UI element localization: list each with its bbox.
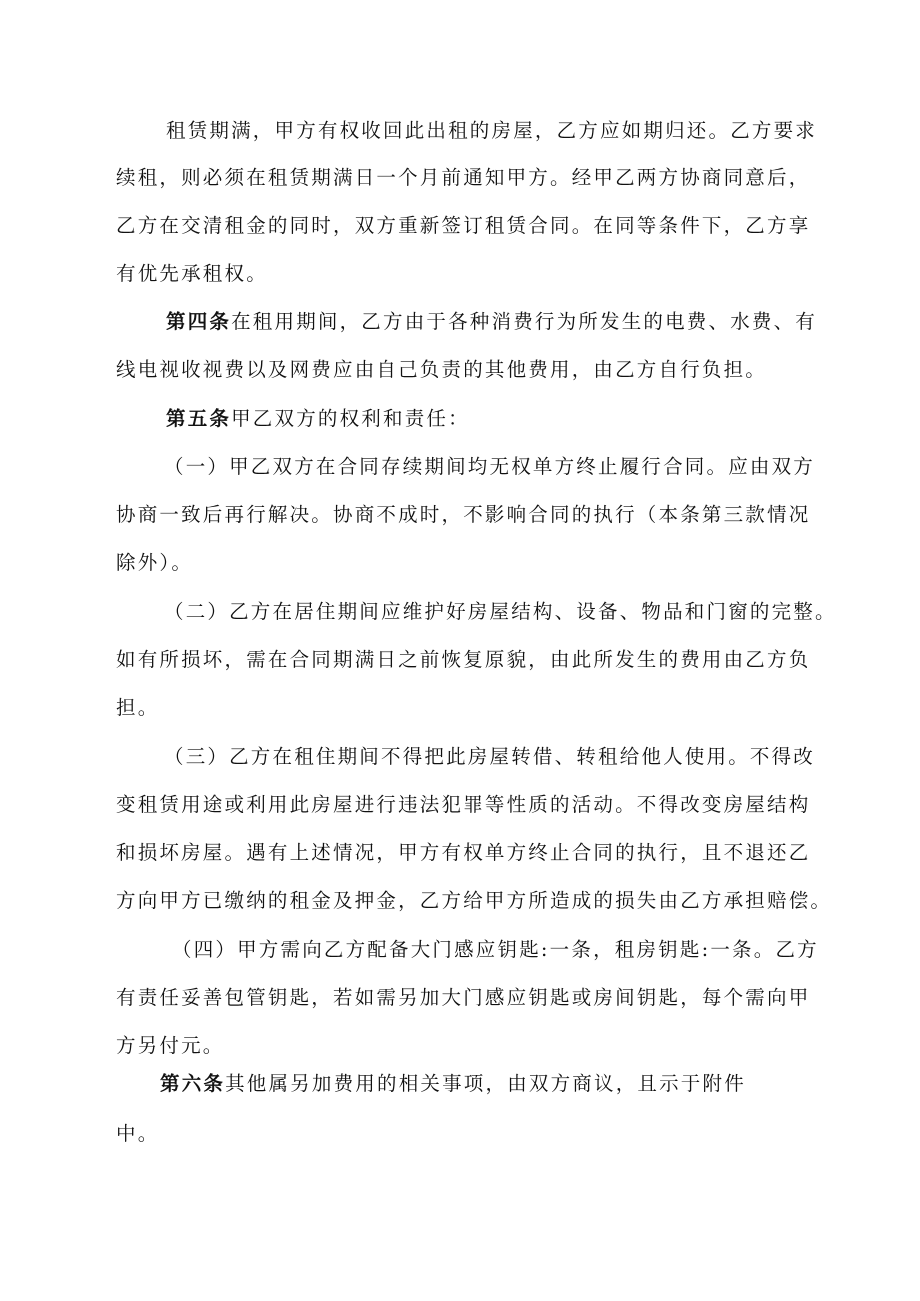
paragraph-lease-expiry-line-4: 有优先承租权。 xyxy=(116,262,268,285)
item-3-line-4: 方向甲方已缴纳的租金及押金，乙方给甲方所造成的损失由乙方承担赔偿。 xyxy=(116,889,833,912)
article-4-text: 在租用期间，乙方由于各种消费行为所发生的电费、水费、有 xyxy=(231,310,818,333)
article-6-line-1 xyxy=(160,1072,746,1096)
item-3-line-2: 变租赁用途或利用此房屋进行违法犯罪等性质的活动。不得改变房屋结构 xyxy=(116,793,811,816)
article-5-line xyxy=(166,407,470,431)
paragraph-lease-expiry-line-2: 续租，则必须在租赁期满日一个月前通知甲方。经甲乙两方协商同意后， xyxy=(116,166,811,189)
item-1-line-1: （一）甲乙双方在合同存续期间均无权单方终止履行合同。应由双方 xyxy=(164,455,816,478)
article-5-text: 甲乙双方的权利和责任： xyxy=(231,407,470,430)
article-4-heading: 第四条 xyxy=(166,310,232,333)
paragraph-lease-expiry-line-1: 租赁期满，甲方有权收回此出租的房屋，乙方应如期归还。乙方要求 xyxy=(166,119,818,142)
article-6-line-2: 中。 xyxy=(116,1122,160,1145)
item-2-line-3: 担。 xyxy=(116,696,160,719)
paragraph-lease-expiry-line-3: 乙方在交清租金的同时，双方重新签订租赁合同。在同等条件下，乙方享 xyxy=(116,214,811,237)
article-4-line-1 xyxy=(166,310,817,334)
article-6-heading: 第六条 xyxy=(160,1072,226,1095)
item-4-line-3: 方另付元。 xyxy=(116,1034,225,1057)
article-6-text: 其他属另加费用的相关事项，由双方商议，且示于附件 xyxy=(225,1072,746,1095)
article-5-heading: 第五条 xyxy=(166,407,232,430)
item-2-line-2: 如有所损坏，需在合同期满日之前恢复原貌，由此所发生的费用由乙方负 xyxy=(116,648,811,671)
item-3-line-3: 和损坏房屋。遇有上述情况，甲方有权单方终止合同的执行，且不退还乙 xyxy=(116,841,811,864)
item-4-line-2: 有责任妥善包管钥匙，若如需另加大门感应钥匙或房间钥匙，每个需向甲 xyxy=(116,986,811,1009)
item-4-line-1: （四）甲方需向乙方配备大门感应钥匙:一条，租房钥匙:一条。乙方 xyxy=(172,938,819,961)
article-4-line-2: 线电视收视费以及网费应由自己负责的其他费用，由乙方自行负担。 xyxy=(116,358,768,381)
item-2-line-1: （二）乙方在居住期间应维护好房屋结构、设备、物品和门窗的完整。 xyxy=(164,600,837,623)
item-1-line-3: 除外）。 xyxy=(116,551,194,574)
item-3-line-1: （三）乙方在租住期间不得把此房屋转借、转租给他人使用。不得改 xyxy=(164,745,816,768)
item-1-line-2: 协商一致后再行解决。协商不成时，不影响合同的执行（本条第三款情况 xyxy=(116,503,811,526)
